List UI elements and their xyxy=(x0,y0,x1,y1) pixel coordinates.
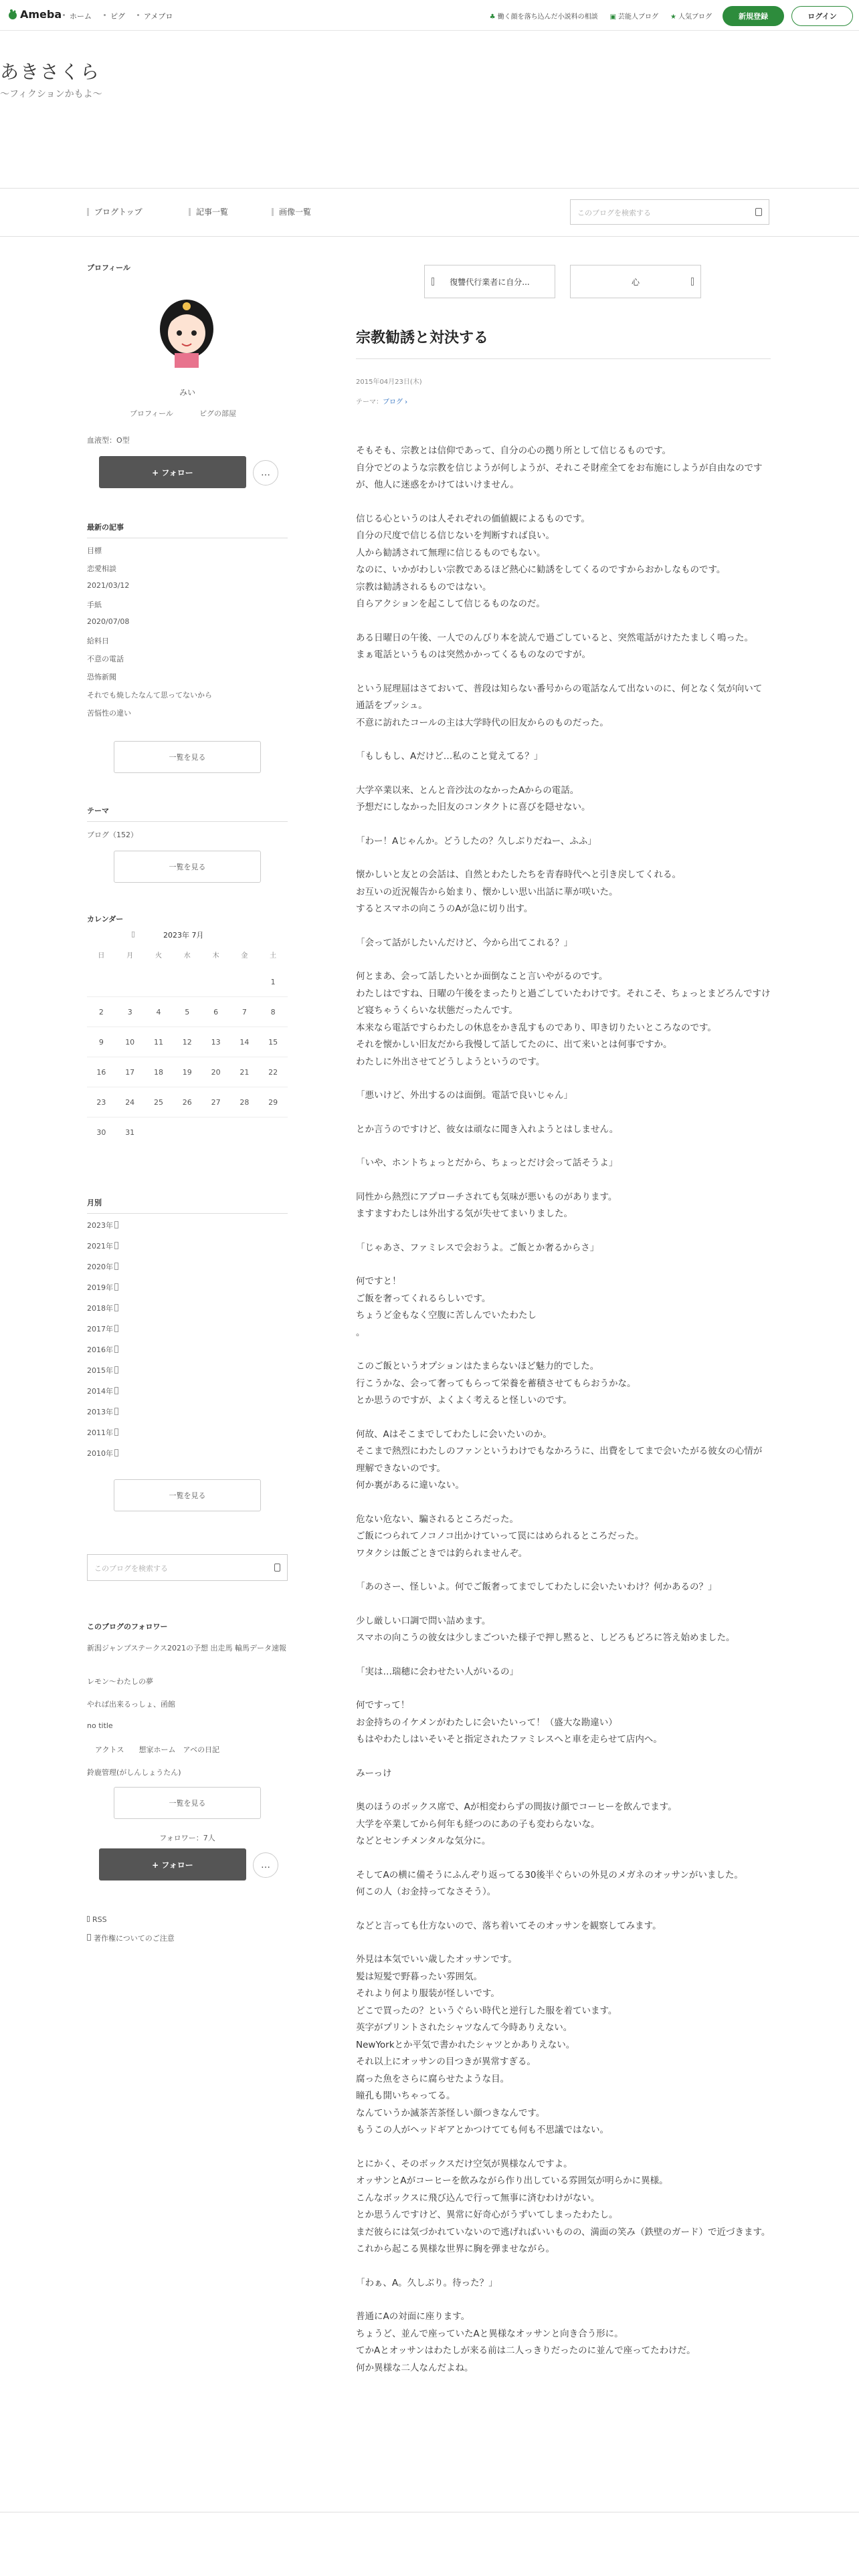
theme-prefix: テーマ： xyxy=(356,399,383,406)
weekday-mon: 月 xyxy=(126,952,134,960)
article-paragraph: 「あのさー、怪しいよ。何でご飯奢ってまでしてわたしに会いたいわけ？何かあるの？」 xyxy=(356,1582,717,1592)
calendar-week xyxy=(87,1057,288,1087)
promo-link-label: 働く顔を落ち込んだ小説料の相談 xyxy=(497,13,598,21)
archive-item[interactable]: 2016年 xyxy=(87,1344,118,1355)
sidebar-search-placeholder: このブログを検索する xyxy=(94,1564,168,1573)
follower-item[interactable]: レモン〜わたしの夢 xyxy=(87,1677,153,1686)
ameba-logo-icon xyxy=(8,8,17,20)
article-paragraph: 何ですと！ ご飯を奢ってくれるらしいです。 ちょうど金もなく空腹に苦しんでいたわたし 。 xyxy=(356,1276,537,1338)
calendar-day: 21 xyxy=(240,1067,250,1077)
article-paragraph: 外見は本気でいい歳したオッサンです。 髪は短髪で野暮ったい雰囲気。 それより何より服装が怪しいです。 どこで買ったの？というぐらい時代と逆行した服を着ています。 英字がプリントされたシャツなんて今時ありえない。 NewYorkとか平気で書かれたシャツとかありえない。 それ以上にオッサンの目つきが異常すぎる。 腐った魚をさらに腐らせたような目。 瞳孔も開いちゃってる。 なんていうか滅茶苦茶怪しい顔つきなんです。 もうこの人がヘッドギアとかつけてても何も不思議ではない。 xyxy=(356,1954,617,2135)
follower-item[interactable]: no title xyxy=(87,1721,113,1730)
calendar-day: 12 xyxy=(182,1037,192,1047)
calendar-day: 7 xyxy=(242,1007,247,1016)
article-title[interactable]: 宗教勧誘と対決する xyxy=(356,330,489,346)
recent-article-item[interactable]: 2020/07/08 xyxy=(87,617,130,626)
copyright-label: 著作権についてのご注意 xyxy=(94,1934,175,1943)
recent-article-item[interactable]: 手紙 xyxy=(87,601,102,609)
archive-item[interactable]: 2019年 xyxy=(87,1282,118,1293)
article-paragraph: 「もしもし、Aだけど…私のこと覚えてる？」 xyxy=(356,751,543,762)
profile-link[interactable]: プロフィール xyxy=(130,409,173,418)
header-links xyxy=(490,11,712,21)
article-paragraph: このご飯というオプションはたまらないほど魅力的でした。 行こうかな、会って奢ってもらって栄養を蓄積させてもらおうかな。 とか思うのですが、よくよく考えると怪しいのです。 xyxy=(356,1361,636,1406)
weekday-thu: 木 xyxy=(212,952,219,960)
calendar-day: 6 xyxy=(213,1007,219,1016)
nav-ameblo[interactable]: アメブロ xyxy=(140,11,173,21)
recent-articles-more-button[interactable]: 一覧を見る xyxy=(114,741,261,773)
article-paragraph: という屁理屈はさておいて、普段は知らない番号からの電話なんて出ないのに、何となく気が向いて通話をプッシュ。 不意に訪れたコールの主は大学時代の旧友からのものだった。 xyxy=(356,683,763,728)
more-options-button-bottom[interactable]: … xyxy=(253,1852,278,1878)
article-paragraph: 普通にAの対面に座ります。 ちょうど、並んで座っていたAと異様なオッサンと向き合う形に。 てかAとオッサンはわたしが来る前は二人っきりだったのに並んで座ってたわけだ。 何か異様な二人なんだよね。 xyxy=(356,2311,696,2373)
theme-item[interactable]: ブログ（152） xyxy=(87,831,138,839)
article-paragraph: みーっけ xyxy=(356,1767,392,1779)
rss-icon xyxy=(87,1916,90,1922)
theme-heading: テーマ xyxy=(87,805,288,822)
copyright-link[interactable] xyxy=(87,1933,175,1943)
recent-article-item[interactable]: 2021/03/12 xyxy=(87,581,130,590)
calendar-day: 8 xyxy=(270,1007,276,1016)
nav-home[interactable]: ホーム xyxy=(66,11,92,21)
search-icon[interactable] xyxy=(274,1564,280,1572)
article-paragraph: 「実は…瑞穂に会わせたい人がいるの」 xyxy=(356,1666,518,1677)
doc-icon xyxy=(87,1934,91,1941)
related-article-button[interactable] xyxy=(570,265,701,298)
popular-blog-label: 人気ブログ xyxy=(678,13,712,21)
calendar-week xyxy=(87,997,288,1027)
recent-article-item[interactable]: 苦悩性の違い xyxy=(87,709,131,718)
calendar-day: 30 xyxy=(96,1128,106,1137)
calendar-grid xyxy=(87,942,288,1148)
archive-item[interactable]: 2013年 xyxy=(87,1406,118,1417)
blog-title[interactable]: あきさくら xyxy=(0,61,101,83)
article-paragraph: 「いや、ホントちょっとだから、ちょっとだけ会って話そうよ」 xyxy=(356,1158,618,1168)
article-paragraph: 何ですって！ お金持ちのイケメンがわたしに会いたいって！（盛大な勘違い） もはやわたしはいそいそと指定されたファミレスへと車を走らせて店内へ。 xyxy=(356,1700,662,1745)
blog-header xyxy=(0,31,859,189)
blog-search-input[interactable] xyxy=(570,199,769,225)
archive-item[interactable]: 2020年 xyxy=(87,1261,118,1272)
calendar-day: 3 xyxy=(127,1007,132,1016)
bracket-icon xyxy=(432,278,434,286)
calendar-day: 20 xyxy=(211,1067,221,1077)
profile-section xyxy=(87,262,288,273)
calendar-day: 29 xyxy=(268,1097,278,1107)
celebrity-blog-label: 芸能人ブログ xyxy=(618,13,659,21)
archive-more-button[interactable]: 一覧を見る xyxy=(114,1479,261,1511)
follower-item[interactable]: やれば出来るっしょ、函館 xyxy=(87,1700,175,1709)
logo-text: Ameba xyxy=(20,8,62,21)
popular-blog-link[interactable] xyxy=(670,11,712,21)
archive-item[interactable]: 2015年 xyxy=(87,1365,118,1376)
blog-search-placeholder: このブログを検索する xyxy=(577,209,651,217)
article-paragraph: そもそも、宗教とは信仰であって、自分の心の拠り所として信じるものです。 自分でどのような宗教を信じようが何しようが、それこそ財産全てをお布施にしようが自由なのですが、他人に迷惑をかけてはいけません。 xyxy=(356,445,763,490)
article-paragraph: 大学卒業以来、とんと音沙汰のなかったAからの電話。 予想だにしなかった旧友のコンタクトに喜びを隠せない。 xyxy=(356,784,591,813)
follow-button-bottom[interactable]: + フォロー xyxy=(99,1848,246,1881)
article-paragraph: 「会って話がしたいんだけど、今から出てこれる？」 xyxy=(356,937,573,948)
celebrity-icon: ▣ xyxy=(609,13,617,21)
pigg-room-link[interactable]: ピグの部屋 xyxy=(199,409,236,418)
calendar-heading: カレンダー xyxy=(87,915,124,924)
recent-article-item[interactable]: それでも焼したなんて思ってないから xyxy=(87,691,212,700)
calendar-day: 25 xyxy=(153,1097,163,1107)
weekday-wed: 水 xyxy=(183,952,191,960)
calendar-day: 22 xyxy=(268,1067,278,1077)
related-article-label: 心 xyxy=(631,277,640,287)
profile-heading: プロフィール xyxy=(87,263,130,272)
calendar-day: 5 xyxy=(185,1007,190,1016)
rss-link[interactable] xyxy=(87,1915,107,1924)
recent-article-item[interactable]: 給料日 xyxy=(87,637,109,645)
follower-item[interactable]: 鈴鹿管理(がしんしょうたん) xyxy=(87,1768,181,1777)
archive-item[interactable]: 2023年 xyxy=(87,1220,118,1230)
calendar-weekdays xyxy=(87,942,288,967)
theme-link[interactable]: ブログ xyxy=(383,399,403,406)
article-paragraph: 少し厳しい口調で問い詰めます。 スマホの向こうの彼女は少しまごついた様子で押し黙ると、しどろもどろに答え始めました。 xyxy=(356,1615,735,1643)
archive-item[interactable]: 2018年 xyxy=(87,1303,118,1313)
celebrity-blog-link[interactable] xyxy=(610,11,658,21)
article-paragraph: などと言っても仕方ないので、落ち着いてそのオッサンを観察してみます。 xyxy=(356,1920,662,1931)
avatar[interactable] xyxy=(151,292,222,369)
calendar-week xyxy=(87,1117,288,1148)
calendar-day: 17 xyxy=(125,1067,135,1077)
nav-article-list[interactable]: 記事一覧 xyxy=(189,206,228,217)
archive-item[interactable]: 2017年 xyxy=(87,1323,118,1334)
recent-article-item[interactable]: 目標 xyxy=(87,546,102,555)
nav-image-list[interactable]: 画像一覧 xyxy=(272,206,311,217)
calendar-day: 4 xyxy=(156,1007,161,1016)
promo-link[interactable] xyxy=(490,11,598,21)
blood-type: 血液型：O型 xyxy=(87,436,130,445)
article-date: 2015年04月23日(木) xyxy=(356,379,422,386)
blog-subtitle: 〜フィクションかもよ〜 xyxy=(0,89,102,100)
article-paragraph: とか言うのですけど、彼女は頑なに聞き入れようとはしません。 xyxy=(356,1123,619,1135)
follower-item[interactable]: 新潟ジャンプステークス2021の予想 出走馬 輸馬データ速報 xyxy=(87,1644,286,1652)
calendar-day: 28 xyxy=(240,1097,250,1107)
calendar-day: 2 xyxy=(98,1007,104,1016)
calendar-day: 24 xyxy=(125,1097,135,1107)
article-paragraph: ある日曜日の午後、一人でのんびり本を読んで過ごしていると、突然電話がけたたましく鳴った。 まぁ電話というものは突然かかってくるものなのですが。 xyxy=(356,632,753,660)
followers-more-button[interactable]: 一覧を見る xyxy=(114,1787,261,1819)
calendar-day: 16 xyxy=(96,1067,106,1077)
article-paragraph: 同性から熱烈にアプローチされても気味が悪いものがあります。 ますますわたしは外出する気が失せてまいりました。 xyxy=(356,1191,617,1219)
calendar-day: 13 xyxy=(211,1037,221,1047)
bracket-icon xyxy=(691,278,694,286)
article-paragraph: 「じゃあさ、ファミレスで会おうよ。ご飯とか奢るからさ」 xyxy=(356,1242,599,1253)
article-paragraph: 危ない危ない、騙されるところだった。 ご飯につられてノコノコ出かけていって罠にはめられるところだった。 ワタクシは飯ごときでは釣られませんぞ。 xyxy=(356,1513,644,1559)
global-nav xyxy=(66,11,173,21)
article-paragraph: 何故、Aはそこまでしてわたしに会いたいのか。 そこまで熱烈にわたしのファンというわけでもなかろうに、出費をしてまで会いたがる彼女の心情が理解できないのです。 何か裏があるに違いない。 xyxy=(356,1428,763,1491)
weekday-fri: 金 xyxy=(241,952,248,960)
calendar-day: 15 xyxy=(268,1037,278,1047)
leaf-icon: ♣ xyxy=(489,13,496,21)
rss-label: RSS xyxy=(92,1915,107,1924)
search-icon[interactable] xyxy=(755,208,762,216)
archive-item[interactable]: 2011年 xyxy=(87,1427,118,1438)
calendar-day: 27 xyxy=(211,1097,221,1107)
calendar-day: 1 xyxy=(270,977,276,986)
weekday-tue: 火 xyxy=(155,952,162,960)
followers-count: フォロワー：7人 xyxy=(159,1834,215,1842)
calendar-day: 11 xyxy=(153,1037,163,1047)
calendar-day: 19 xyxy=(182,1067,192,1077)
recent-article-item[interactable]: 恐怖新聞 xyxy=(87,673,116,681)
recent-article-item[interactable]: 不意の電話 xyxy=(87,655,124,663)
weekday-sat: 土 xyxy=(270,952,277,960)
calendar-day: 10 xyxy=(125,1037,135,1047)
calendar-day: 31 xyxy=(125,1128,135,1137)
related-article-label: 復讐代行業者に自分... xyxy=(450,277,530,287)
article-paragraph: 「わー！Aじゃんか。どうしたの？久しぶりだねー、ふふ」 xyxy=(356,835,597,847)
calendar-week xyxy=(87,967,288,997)
related-article-button[interactable] xyxy=(424,265,555,298)
crown-icon: ★ xyxy=(670,13,676,21)
article-paragraph: 奥のほうのボックス席で、Aが相変わらずの間抜け顔でコーヒーを飲んでます。 大学を卒業してから何年も経つのにあの子も変わらないな。 などとセンチメンタルな気分に。 xyxy=(356,1802,677,1846)
archive-item[interactable]: 2014年 xyxy=(87,1386,118,1396)
calendar-day: 23 xyxy=(96,1097,106,1107)
archive-item[interactable]: 2010年 xyxy=(87,1448,118,1459)
calendar-day: 9 xyxy=(98,1037,104,1047)
calendar-month: 2023年 7月 xyxy=(163,931,204,940)
profile-name[interactable]: みい xyxy=(179,388,195,397)
nav-pigg[interactable]: ピグ xyxy=(106,11,125,21)
follower-item[interactable]: アクトス 想家ホーム アベの日記 xyxy=(95,1745,220,1754)
sidebar-search-input[interactable] xyxy=(87,1554,288,1581)
ameba-logo[interactable] xyxy=(8,8,62,21)
article-paragraph: そしてAの横に備そうにふんぞり返ってる30後半ぐらいの外見のメガネのオッサンがいました。 何この人（お金持ってなさそう）。 xyxy=(356,1869,743,1897)
chevron-right-icon: › xyxy=(403,399,408,406)
global-header xyxy=(0,0,859,31)
article-theme xyxy=(356,396,407,406)
calendar-week xyxy=(87,1027,288,1057)
calendar-prev-icon[interactable]: ▯ xyxy=(131,930,136,938)
register-button[interactable]: 新規登録 xyxy=(723,6,784,26)
article-paragraph: 信じる心というのは人それぞれの価値観によるものです。 自分の尺度で信じる信じないを判断すれば良い。 人から勧誘されて無理に信じるものでもない。 なのに、いかがわしい宗教であるほど熱心に勧誘をしてくるのですからおかしなものです。 宗教は勧誘されるものではない。 自らアクションを起こして信じるものなのだ。 xyxy=(356,513,726,609)
login-button[interactable]: ログイン xyxy=(791,6,853,26)
recent-articles-heading: 最新の記事 xyxy=(87,522,288,538)
weekday-sun: 日 xyxy=(98,952,105,960)
archive-heading: 月別 xyxy=(87,1197,288,1214)
followers-heading: このブログのフォロワー xyxy=(87,1622,168,1631)
article-paragraph: 何とまあ、会って話したいとか面倒なこと言いやがるのです。 わたしはですね、日曜の午後をまったりと過ごしていたわけです。それこそ、ちょっとまどろんですけど寝ちゃうくらいな状態だったんです。 本来なら電話ですらわたしの休息をかき乱すものであり、叩き切りたいところなのです。 それを懐かしい旧友だから我慢して話してたのに、出て来いとは何事ですか。 わたしに外出させてどうしようというのです。 xyxy=(356,971,771,1067)
calendar-day: 18 xyxy=(153,1067,163,1077)
follow-button[interactable]: + フォロー xyxy=(99,456,246,488)
nav-blog-top[interactable]: ブログトップ xyxy=(87,206,142,217)
theme-more-button[interactable]: 一覧を見る xyxy=(114,851,261,883)
title-divider xyxy=(356,358,771,359)
calendar-day: 26 xyxy=(182,1097,192,1107)
article-paragraph: 「悪いけど、外出するのは面倒。電話で良いじゃん」 xyxy=(356,1090,573,1101)
article-paragraph: 「わぁ、A。久しぶり。待った？」 xyxy=(356,2277,498,2288)
article-paragraph: 懐かしいと友との会話は、自然とわたしたちを青春時代へと引き戻してくれる。 お互いの近況報告から始まり、懐かしい思い出話に華が咲いた。 するとスマホの向こうのAが急に切り出す。 xyxy=(356,869,681,914)
recent-article-item[interactable]: 恋愛相談 xyxy=(87,564,116,573)
more-options-button[interactable]: … xyxy=(253,460,278,486)
archive-item[interactable]: 2021年 xyxy=(87,1241,118,1251)
calendar-day: 14 xyxy=(240,1037,250,1047)
article-paragraph: とにかく、そのボックスだけ空気が異様なんですよ。 オッサンとAがコーヒーを飲みながら作り出している雰囲気が明らかに異様。 こんなボックスに飛び込んで行って無事に済むわけがない。 とか思うんですけど、異常に好奇心がうずいてしまったわたし。 まだ彼らには気づかれていないので逃げればいいものの、満面の笑み（鉄壁のガード）で近づきます。 これから起こる異様な世界に胸を弾ませながら。 xyxy=(356,2158,771,2254)
calendar-week xyxy=(87,1087,288,1117)
